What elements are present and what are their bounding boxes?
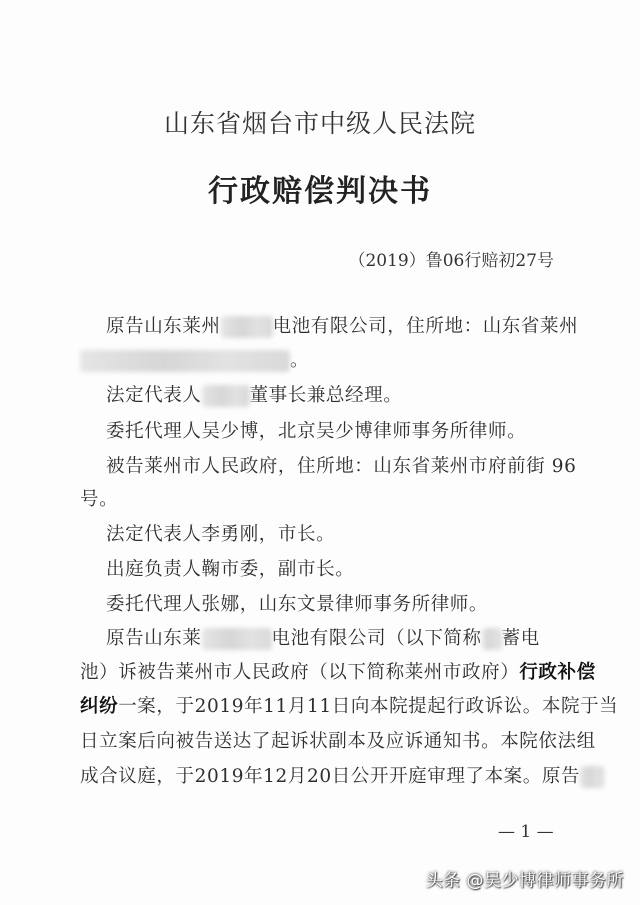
- defendant-attendee-line: 出庭负责人鞠市委，副市长。: [106, 559, 355, 580]
- case-number: （2019）鲁06行赔初27号: [348, 251, 554, 271]
- plaintiff-suffix: 电池有限公司，住所地：山东省莱州: [272, 316, 579, 337]
- redacted-block: [80, 350, 290, 372]
- plaintiff-prefix: 原告山东莱州: [106, 316, 221, 337]
- plaintiff-rep-line: [106, 381, 402, 411]
- plaintiff-rep-prefix: 法定代表人: [106, 385, 202, 406]
- defendant-agent-line: 委托代理人张娜，山东文景律师事务所律师。: [106, 594, 489, 615]
- plaintiff-rep-suffix: 董事长兼总经理。: [249, 385, 403, 406]
- body-line-2-text: 池）诉被告莱州市人民政府（以下简称莱州市政府）: [80, 662, 520, 683]
- watermark: 头条 @吴少博律师事务所: [425, 871, 624, 891]
- body-line-1: [106, 624, 540, 654]
- defendant-line-2: 号。: [80, 489, 119, 510]
- redacted-block: [221, 316, 273, 338]
- body-line-2: [80, 658, 596, 688]
- defendant-line-1: 被告莱州市人民政府，住所地：山东省莱州市府前街 96: [106, 456, 577, 477]
- body-line-1-prefix: 原告山东莱: [106, 628, 202, 649]
- document-title: 行政赔偿判决书: [208, 174, 432, 209]
- body-line-3-text: 一案，于2019年11月11日向本院提起行政诉讼。本院于当: [118, 696, 619, 717]
- plaintiff-line-2: [80, 346, 309, 376]
- redacted-block: [202, 628, 272, 650]
- page-number: — 1 —: [498, 822, 554, 842]
- body-line-5-text: 成合议庭，于2019年12月20日公开开庭审理了本案。原告: [80, 766, 581, 787]
- body-line-3-bold: 纠纷: [80, 696, 119, 717]
- plaintiff-line-1: [106, 312, 578, 342]
- redacted-block: [202, 385, 250, 407]
- body-line-3: [80, 692, 618, 722]
- plaintiff-address-end: 。: [290, 350, 310, 371]
- body-line-1-end: 蓄电: [501, 628, 540, 649]
- redacted-block: [482, 628, 502, 650]
- body-line-5: [80, 762, 604, 792]
- redacted-block: [580, 766, 604, 788]
- body-line-4: 日立案后向被告送达了起诉状副本及应诉通知书。本院依法组: [80, 731, 596, 752]
- plaintiff-agent-line: 委托代理人吴少博，北京吴少博律师事务所律师。: [106, 421, 527, 442]
- defendant-rep-line: 法定代表人李勇刚，市长。: [106, 524, 336, 545]
- body-line-1-suffix: 电池有限公司（以下简称: [271, 628, 482, 649]
- court-name: 山东省烟台市中级人民法院: [163, 109, 476, 138]
- body-line-2-bold: 行政补偿: [519, 662, 596, 683]
